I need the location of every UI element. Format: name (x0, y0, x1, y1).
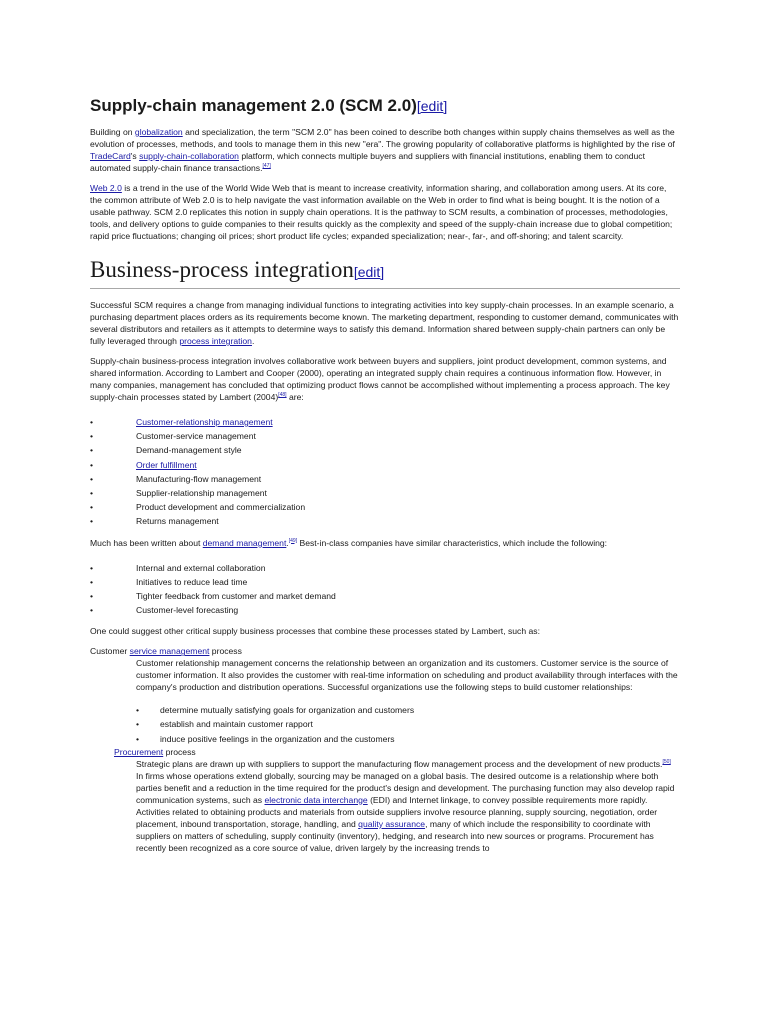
list-item (90, 415, 680, 429)
reference-link[interactable]: [49] (288, 537, 298, 544)
reference-link[interactable]: [47] (262, 163, 271, 170)
list-item-text: Customer-level forecasting (136, 605, 239, 616)
link-supply-chain-collaboration[interactable]: supply-chain-collaboration (139, 151, 239, 161)
section-heading-scm2 (90, 96, 680, 116)
bullet-icon: • (90, 473, 94, 484)
bullet-icon: • (90, 576, 94, 587)
bullet-icon: • (90, 562, 94, 573)
paragraph (90, 182, 680, 242)
definition-term-customer-service (90, 645, 680, 657)
text: is a trend in the use of the World Wide Web that is meant to increase creativity, information sharing, and collaboration among users. At its core, the common attribute of Web 2.0 is to help navigate the vast information available on the Web in order to find what is being bought. It is the notion of a usable pathway. SCM 2.0 replicates this notion in supply chain operations. It is the pathway to SCM results, a combination of processes, methodologies, tools, and delivery options to guide companies to their results quickly as the complexity and speed of the supply-chain increase due to global competition; rapid price fluctuations; changing oil prices; short product life cycles; expanded specialization; near-, far-, and off-shoring; and talent scarcity. (90, 183, 673, 241)
list-item-text: Customer-service management (136, 431, 256, 442)
list-item (90, 561, 680, 575)
definition-text: Customer relationship management concerns the relationship between an organization and its customers. Customer service is the source of customer information. It also provides the customer with real-time information on scheduling and product availability through interfaces with the company's production and distribution operations. Successful organizations use the following steps to build customer relationships: (136, 658, 678, 693)
bullet-icon: • (90, 417, 94, 427)
list-item (90, 589, 680, 603)
link-electronic-data-interchange[interactable]: electronic data interchange (264, 794, 368, 805)
list-item-text: determine mutually satisfying goals for organization and customers (160, 705, 415, 716)
section-heading-business-process (90, 256, 680, 289)
text: Building on (90, 127, 135, 137)
definition-description (136, 657, 680, 746)
list-item-text: establish and maintain customer rapport (160, 719, 313, 730)
paragraph (90, 355, 680, 403)
list-item (90, 603, 680, 617)
bullet-icon: • (90, 590, 94, 601)
link-demand-management[interactable]: demand management (202, 537, 287, 548)
list-item (90, 500, 680, 514)
paragraph (90, 299, 680, 347)
edit-link[interactable]: [edit] (353, 264, 385, 280)
text: . (251, 336, 255, 346)
list-item-text: Tighter feedback from customer and market demand (136, 590, 336, 601)
text: are: (286, 392, 304, 402)
reference-link[interactable]: [50] (662, 758, 671, 765)
article-content (90, 96, 680, 854)
link-quality-assurance[interactable]: quality assurance (358, 818, 426, 829)
text: Strategic plans are drawn up with suppliers to support the manufacturing flow management process and the development of new products. (136, 758, 663, 769)
text: Customer (90, 646, 130, 657)
key-processes-list (90, 415, 680, 529)
definition-text (136, 758, 680, 854)
bullet-icon: • (90, 431, 94, 442)
reference-link[interactable]: [48] (278, 392, 287, 399)
list-item (136, 732, 680, 746)
bullet-icon: • (90, 516, 94, 527)
link-procurement[interactable]: Procurement (114, 746, 164, 757)
bullet-icon: • (90, 605, 94, 616)
bullet-icon: • (90, 487, 94, 498)
customer-steps-list (136, 703, 680, 746)
link-order-fulfillment[interactable]: Order fulfillment (136, 459, 197, 470)
link-globalization[interactable]: globalization (134, 127, 183, 137)
text: Much has been written about (90, 537, 203, 548)
list-item (136, 703, 680, 717)
link-web-2-0[interactable]: Web 2.0 (90, 183, 122, 193)
text: (EDI) and Internet linkage, to convey possible requirements more rapidly. Activities related to obtaining products and materials from outside suppliers involve resource planning, supply sourcing, negotiation, order placement, inbound transportation, storage, handling, and (136, 794, 658, 829)
text: platform, which connects multiple buyers and suppliers with financial institutions, enabling them to conduct automated supply-chain finance transactions. (90, 151, 645, 173)
list-item (90, 472, 680, 486)
list-item (90, 443, 680, 457)
list-item-text: Internal and external collaboration (136, 562, 266, 573)
best-in-class-list (90, 561, 680, 618)
text: In firms whose operations extend globally, sourcing may be managed on a global basis. The desired outcome is a relationship where both parties benefit and a reduction in the time required for the product's design and development. The purchasing function may also develop rapid communication systems, such as (136, 770, 675, 805)
list-item-text: Supplier-relationship management (136, 487, 267, 498)
bullet-icon: • (90, 459, 94, 470)
list-item-text: Demand-management style (136, 445, 242, 456)
list-item (90, 575, 680, 589)
edit-link[interactable]: [edit] (416, 98, 448, 114)
bullet-icon: • (136, 719, 140, 730)
list-item (90, 429, 680, 443)
paragraph: One could suggest other critical supply business processes that combine these processes stated by Lambert, such as: (90, 626, 540, 637)
list-item-text: Initiatives to reduce lead time (136, 576, 248, 587)
paragraph (90, 126, 680, 174)
link-process-integration[interactable]: process integration (179, 336, 252, 346)
list-item (90, 486, 680, 500)
paragraph (90, 537, 680, 549)
link-service-management[interactable]: service management (129, 646, 210, 657)
text: Supply-chain business-process integration involves collaborative work between buyers and suppliers, joint product development, common systems, and shared information. According to Lambert and Cooper (2000), operating an integrated supply chain requires a continuous information flow. However, in many companies, management has concluded that optimizing product flows cannot be accomplished without implementing a process approach. The key supply-chain processes stated by Lambert (2004) (90, 356, 670, 402)
list-item (90, 514, 680, 528)
list-item (90, 458, 680, 472)
list-item (136, 717, 680, 731)
list-item-text: induce positive feelings in the organization and the customers (160, 733, 395, 744)
text: 's (130, 151, 140, 161)
bullet-icon: • (136, 733, 140, 744)
bullet-icon: • (90, 502, 94, 513)
list-item-text: Product development and commercialization (136, 502, 306, 513)
text: . (286, 537, 289, 548)
text: and specialization, the term "SCM 2.0" has been coined to describe both changes within supply chains themselves as well as the evolution of processes, methods, and tools to manage them in this new "era". The growing popularity of collaborative platforms is highlighted by the rise of (90, 127, 675, 149)
list-item-text: Manufacturing-flow management (136, 473, 262, 484)
link-customer-relationship-management[interactable]: Customer-relationship management (136, 417, 273, 427)
bullet-icon: • (90, 445, 94, 456)
text: Best-in-class companies have similar characteristics, which include the following: (297, 537, 608, 548)
text: process (209, 646, 242, 657)
link-tradecard[interactable]: TradeCard (90, 151, 131, 161)
definition-term-procurement (114, 746, 680, 758)
text: Successful SCM requires a change from managing individual functions to integrating activities into key supply-chain processes. In an example scenario, a purchasing department places orders as its requirements become known. The marketing department, responding to customer demand, communicates with several distributors and retailers as it attempts to determine ways to satisfy this demand. Information shared between supply-chain partners can only be fully leveraged through (90, 300, 679, 346)
text: , many of which include the responsibility to coordinate with suppliers on matters of scheduling, supply continuity (inventory), hedging, and research into new sources or programs. Procurement has recently been recognized as a core source of value, driven largely by the increasing trends to (136, 818, 654, 853)
bullet-icon: • (136, 705, 140, 716)
section-title: Supply-chain management 2.0 (SCM 2.0) (90, 96, 417, 115)
text: process (163, 746, 196, 757)
section-title: Business-process integration (90, 257, 354, 282)
definition-description (136, 758, 680, 854)
list-item-text: Returns management (136, 516, 219, 527)
